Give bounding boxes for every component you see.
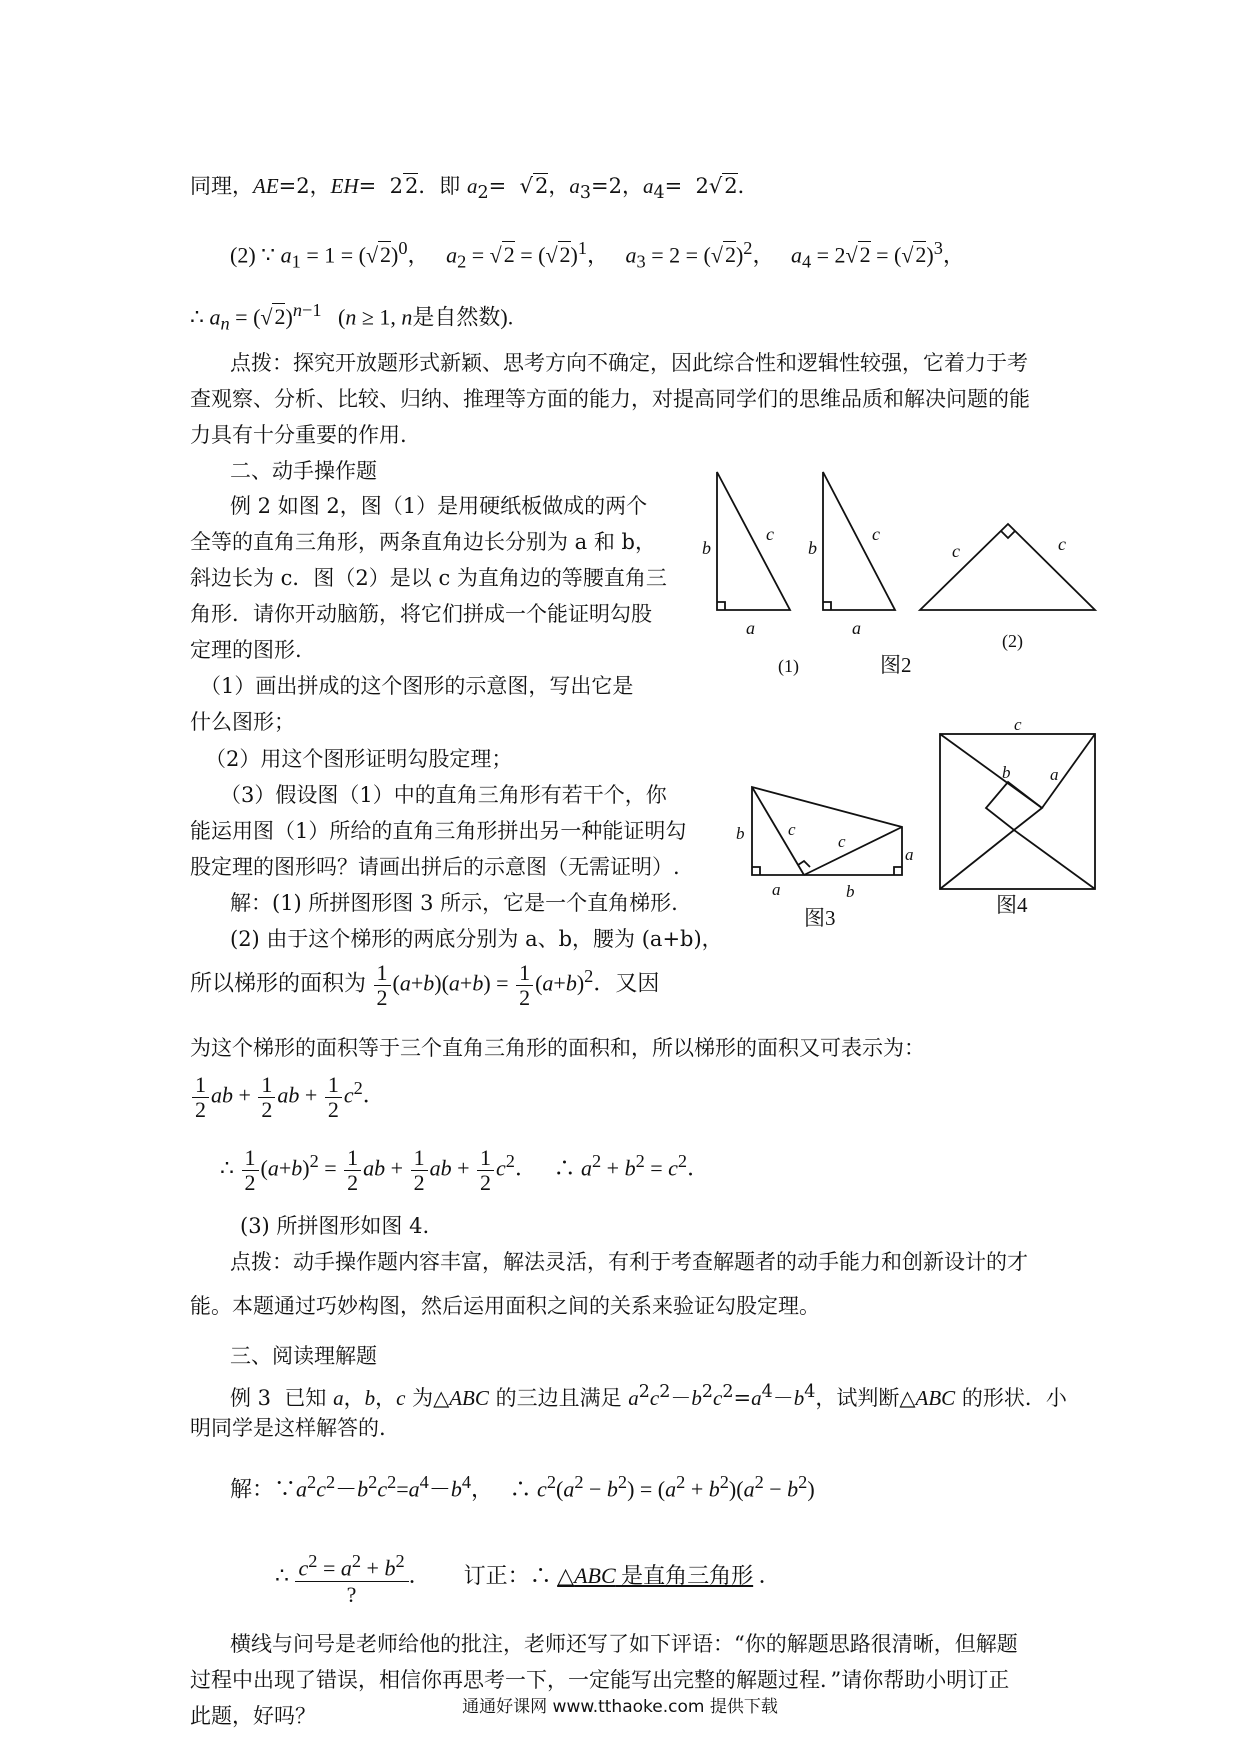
fig2-caption: 图2	[880, 653, 912, 677]
fig3-label-a-bottom: a	[772, 880, 781, 899]
fig3-label-c-left: c	[788, 820, 796, 839]
tip-paragraph-1-line-2: 查观察、分析、比较、归纳、推理等方面的能力，对提高同学们的思维品质和解决问题的能	[190, 387, 1030, 411]
solution-line-6: ∴ $\frac{1}{2}$ $(a+b)^2$ = $\frac{1}{2}$ ab + $\frac{1}{2}$ ab + $\frac{1}{2}$ $c^2$． ∴ $a^2 + b^2 = c^2$．	[220, 1144, 710, 1195]
question-1-line-1: （1）画出拼成的这个图形的示意图，写出它是	[200, 674, 634, 698]
section-heading-2: 二、动手操作题	[230, 459, 377, 483]
fig3-label-a-right: a	[905, 845, 914, 864]
fig2-label-c3: c	[952, 541, 960, 561]
example-2-line-2: 全等的直角三角形，两条直角边长分别为 a 和 b，	[190, 530, 656, 554]
question-3-line-1: （3）假设图（1）中的直角三角形有若干个，你	[220, 783, 667, 807]
line-same-reason: 同理，AE=2，EH= 22．即 $a_2= √2$，$a_3=2$，$a_4= 2√2$．	[190, 174, 759, 204]
fig2-label-c2: c	[872, 524, 880, 544]
example-3-line-1: 例 3 已知 a，b，c 为△ABC 的三边且满足 $a^2c^2-b^2c^2=a^4-b^4$，试判断△ABC 的形状．小	[230, 1382, 1067, 1410]
example-2-line-3: 斜边长为 c．图（2）是以 c 为直角边的等腰直角三	[190, 566, 667, 590]
section-heading-3: 三、阅读理解题	[230, 1344, 377, 1368]
student-solution-line-1: 解：$\because a^2c^2-b^2c^2=a^4-b^4$， ∴ $c^2(a^2 - b^2) = (a^2 + b^2)(a^2 - b^2)$	[230, 1472, 815, 1502]
student-solution-line-2: ∴ $c^2 = a^2 + b^2$ ? ． 订正：∴ △ABC 是直角三角形 ．	[275, 1548, 781, 1608]
question-2: （2）用这个图形证明勾股定理；	[205, 747, 513, 771]
question-1-line-2: 什么图形；	[190, 710, 295, 734]
remark-line-1: 横线与问号是老师给他的批注，老师还写了如下评语：“你的解题思路很清晰，但解题	[230, 1632, 1018, 1656]
example-2-line-5: 定理的图形.	[190, 638, 302, 662]
fig3-label-c-right: c	[838, 832, 846, 851]
solution-line-5: $\frac{1}{2}$ ab + $\frac{1}{2}$ ab + $\frac{1}{2}$ $c^2$．	[190, 1072, 385, 1122]
figure-2	[690, 462, 1140, 682]
solution-line-1: 解：(1) 所拼图形图 3 所示，它是一个直角梯形.	[230, 891, 678, 915]
question-3-line-3: 股定理的图形吗？请画出拼后的示意图（无需证明）.	[190, 855, 680, 879]
fig2-label-c1: c	[766, 524, 774, 544]
fig4-caption: 图4	[996, 893, 1028, 917]
page-footer: 通通好课网 www.tthaoke.com 提供下载	[462, 1697, 778, 1717]
fig4-label-b: b	[1002, 763, 1011, 782]
solution-line-2: (2) 由于这个梯形的两底分别为 a、b，腰为 (a+b)，	[230, 927, 723, 951]
fig2-label-b2: b	[808, 538, 817, 558]
fig3-label-b-left: b	[736, 824, 745, 843]
example-3-line-2: 明同学是这样解答的.	[190, 1416, 386, 1440]
fig2-label-c4: c	[1058, 534, 1066, 554]
tip-paragraph-2-line-2: 能。本题通过巧妙构图，然后运用面积之间的关系来验证勾股定理。	[190, 1294, 820, 1318]
figure-3	[736, 775, 922, 935]
fig2-sub2: (2)	[1002, 631, 1023, 651]
example-2-line-1: 例 2 如图 2，图（1）是用硬纸板做成的两个	[230, 494, 648, 518]
example-2-line-4: 角形．请你开动脑筋，将它们拼成一个能证明勾股	[190, 602, 652, 626]
question-3-line-2: 能运用图（1）所给的直角三角形拼出另一种能证明勾	[190, 819, 687, 843]
tip-paragraph-2-line-1: 点拨：动手操作题内容丰富，解法灵活，有利于考查解题者的动手能力和创新设计的才	[230, 1250, 1028, 1274]
figure-4	[930, 715, 1110, 930]
fig4-label-a: a	[1050, 765, 1059, 784]
solution-line-4: 为这个梯形的面积等于三个直角三角形的面积和，所以梯形的面积又可表示为：	[190, 1036, 925, 1060]
tip-paragraph-1-line-3: 力具有十分重要的作用.	[190, 423, 407, 447]
formula-sequence-values: (2) ∵ $a_1 = 1 = (√2)^0$， $a_2 = √2 = (√2)^1$， $a_3 = 2 = (√2)^2$， $a_4 = 2√2 = (√2)^3$，	[230, 238, 965, 272]
fig2-label-a2: a	[852, 618, 861, 638]
remark-line-2: 过程中出现了错误，相信你再思考一下，一定能写出完整的解题过程．”请你帮助小明订正	[190, 1668, 1010, 1692]
tip-paragraph-1-line-1: 点拨：探究开放题形式新颖、思考方向不确定，因此综合性和逻辑性较强，它着力于考	[230, 351, 1028, 375]
solution-line-3: 所以梯形的面积为 $\frac{1}{2}$ (a+b)(a+b) = $\frac{1}{2}$ $(a+b)^2$．又因	[190, 959, 660, 1010]
question-mark-annotation: ?	[346, 1582, 357, 1608]
fig2-label-a1: a	[746, 618, 755, 638]
fig3-label-b-bottom: b	[846, 882, 855, 901]
fig2-sub1: (1)	[778, 656, 799, 676]
solution-line-7: (3) 所拼图形如图 4.	[240, 1214, 430, 1238]
remark-line-3: 此题，好吗？	[190, 1704, 316, 1728]
formula-general-term: ∴ $a_n = (√2)^{n-1}$ (n ≥ 1, n是自然数).	[190, 300, 514, 334]
fig2-label-b1: b	[702, 538, 711, 558]
fig3-caption: 图3	[804, 906, 836, 930]
fig4-label-c: c	[1014, 715, 1022, 734]
